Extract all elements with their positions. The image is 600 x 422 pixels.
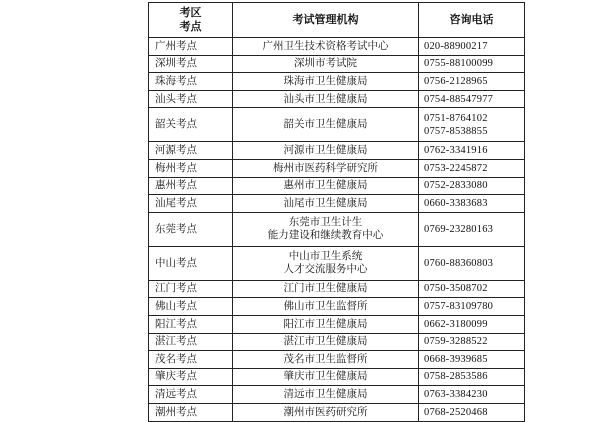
org-line: 汕尾市卫生健康局 (283, 196, 368, 209)
cell-exam-org (233, 108, 419, 142)
cell-exam-area: 河源考点 (149, 142, 233, 160)
phone-number: 0754-88547977 (424, 93, 494, 105)
cell-phone (419, 386, 525, 404)
cell-exam-org (233, 142, 419, 160)
cell-exam-org (233, 386, 419, 404)
org-line: 梅州市医药科学研究所 (273, 161, 378, 174)
phone-number: 0668-3939685 (424, 353, 488, 365)
org-line: 人才交流服务中心 (283, 263, 368, 276)
exam-contact-table (148, 2, 525, 422)
cell-exam-area: 汕尾考点 (149, 195, 233, 213)
cell-exam-area: 珠海考点 (149, 73, 233, 91)
phone-number: 0662-3180099 (424, 318, 488, 330)
cell-phone (419, 368, 525, 386)
table-row (149, 368, 525, 386)
table-row (149, 90, 525, 108)
cell-phone (419, 90, 525, 108)
phone-number: 020-88900217 (424, 40, 488, 52)
org-line: 惠州市卫生健康局 (283, 179, 368, 192)
cell-exam-org (233, 177, 419, 195)
table-row (149, 177, 525, 195)
cell-exam-org (233, 195, 419, 213)
org-line: 清远市卫生健康局 (283, 388, 368, 401)
table-row (149, 55, 525, 73)
cell-phone (419, 38, 525, 56)
cell-exam-area: 清远考点 (149, 386, 233, 404)
header-area-line1: 考区 (179, 6, 202, 20)
phone-number: 0760-88360803 (424, 257, 494, 269)
org-line: 中山市卫生系统 (288, 250, 363, 263)
phone-number: 0758-2853586 (424, 371, 488, 383)
cell-phone (419, 315, 525, 333)
cell-exam-area: 肇庆考点 (149, 368, 233, 386)
cell-phone (419, 333, 525, 351)
cell-phone (419, 212, 525, 246)
table-row (149, 246, 525, 280)
cell-exam-area: 深圳考点 (149, 55, 233, 73)
table-row (149, 403, 525, 421)
cell-exam-area: 潮州考点 (149, 403, 233, 421)
org-line: 肇庆市卫生健康局 (283, 370, 368, 383)
cell-phone (419, 177, 525, 195)
org-line: 江门市卫生健康局 (283, 282, 368, 295)
cell-phone (419, 142, 525, 160)
cell-exam-area: 梅州考点 (149, 159, 233, 177)
cell-phone (419, 351, 525, 369)
cell-exam-area: 茂名考点 (149, 351, 233, 369)
cell-exam-org (233, 90, 419, 108)
cell-exam-org (233, 246, 419, 280)
phone-number: 0769-23280163 (424, 223, 494, 235)
cell-exam-org (233, 298, 419, 316)
header-phone: 咨询电话 (419, 3, 525, 38)
cell-phone (419, 280, 525, 298)
phone-number: 0756-2128965 (424, 75, 488, 87)
table-body (149, 38, 525, 422)
org-line: 东莞市卫生计生 (288, 216, 363, 229)
cell-exam-org (233, 333, 419, 351)
phone-number: 0752-2833080 (424, 180, 488, 192)
cell-phone (419, 298, 525, 316)
cell-exam-org (233, 351, 419, 369)
cell-exam-area: 韶关考点 (149, 108, 233, 142)
phone-number: 0763-3384230 (424, 389, 488, 401)
table-row (149, 195, 525, 213)
org-line: 河源市卫生健康局 (283, 144, 368, 157)
cell-exam-org (233, 38, 419, 56)
table-row (149, 386, 525, 404)
table-row (149, 159, 525, 177)
org-line: 湛江市卫生健康局 (283, 335, 368, 348)
cell-exam-area: 广州考点 (149, 38, 233, 56)
table-row (149, 142, 525, 160)
phone-number: 0757-8538855 (424, 125, 488, 137)
cell-exam-area: 江门考点 (149, 280, 233, 298)
cell-exam-org (233, 280, 419, 298)
phone-number: 0751-8764102 (424, 112, 488, 124)
cell-phone (419, 159, 525, 177)
cell-exam-org (233, 55, 419, 73)
exam-contact-table-sheet (148, 2, 525, 422)
cell-phone (419, 108, 525, 142)
cell-exam-org (233, 368, 419, 386)
header-area (149, 3, 233, 38)
phone-number: 0768-2520468 (424, 406, 488, 418)
table-row (149, 212, 525, 246)
org-line: 佛山市卫生监督所 (283, 300, 368, 313)
cell-phone (419, 195, 525, 213)
org-line: 汕头市卫生健康局 (283, 92, 368, 105)
cell-phone (419, 403, 525, 421)
phone-number: 0759-3288522 (424, 336, 488, 348)
table-row (149, 108, 525, 142)
org-line: 深圳市考试院 (294, 57, 357, 70)
header-org: 考试管理机构 (233, 3, 419, 38)
cell-exam-org (233, 315, 419, 333)
table-row (149, 280, 525, 298)
phone-number: 0660-3383683 (424, 197, 488, 209)
org-line: 潮州市医药研究所 (283, 405, 368, 418)
table-row (149, 333, 525, 351)
cell-exam-area: 阳江考点 (149, 315, 233, 333)
cell-exam-org (233, 73, 419, 91)
phone-number: 0757-83109780 (424, 301, 494, 313)
cell-exam-area: 东莞考点 (149, 212, 233, 246)
org-line: 珠海市卫生健康局 (283, 74, 368, 87)
table-row (149, 38, 525, 56)
org-line: 韶关市卫生健康局 (283, 118, 368, 131)
org-line: 茂名市卫生监督所 (283, 352, 368, 365)
org-line: 广州卫生技术资格考试中心 (262, 39, 389, 52)
cell-exam-org (233, 212, 419, 246)
cell-exam-org (233, 403, 419, 421)
phone-number: 0755-88100099 (424, 58, 494, 70)
cell-exam-area: 湛江考点 (149, 333, 233, 351)
phone-number: 0750-3508702 (424, 283, 488, 295)
cell-exam-org (233, 159, 419, 177)
cell-phone (419, 73, 525, 91)
org-line: 能力建设和继续教育中心 (267, 229, 384, 242)
table-row (149, 73, 525, 91)
table-header-row (149, 3, 525, 38)
phone-number: 0762-3341916 (424, 145, 488, 157)
table-row (149, 315, 525, 333)
org-line: 阳江市卫生健康局 (283, 317, 368, 330)
phone-number: 0753-2245872 (424, 162, 488, 174)
cell-phone (419, 246, 525, 280)
cell-exam-area: 佛山考点 (149, 298, 233, 316)
cell-exam-area: 中山考点 (149, 246, 233, 280)
cell-phone (419, 55, 525, 73)
table-row (149, 298, 525, 316)
table-row (149, 351, 525, 369)
header-area-line2: 考点 (179, 20, 202, 33)
cell-exam-area: 惠州考点 (149, 177, 233, 195)
cell-exam-area: 汕头考点 (149, 90, 233, 108)
